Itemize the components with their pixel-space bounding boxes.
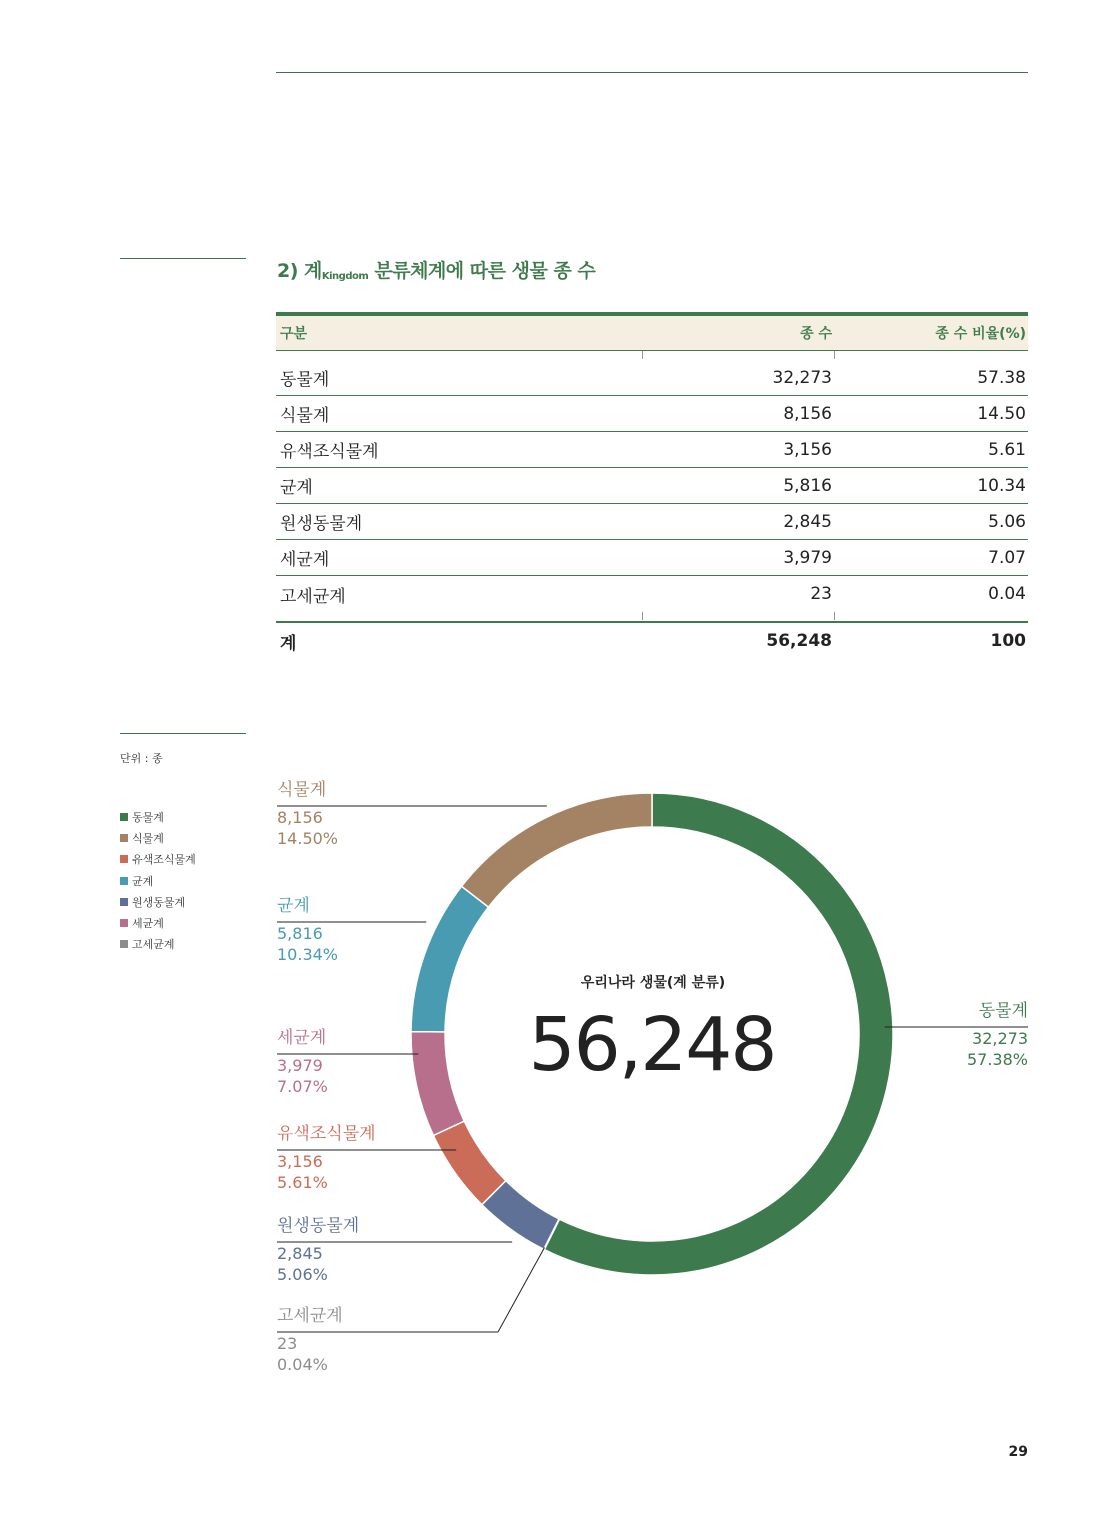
- total-label: 계: [280, 633, 297, 654]
- slice-percent: 5.06%: [277, 1265, 328, 1284]
- row-category: 원생동물계: [280, 514, 363, 534]
- slice-callout: [967, 1001, 1028, 1070]
- row-category: 유색조식물계: [280, 442, 379, 462]
- slice-value: 3,156: [277, 1152, 323, 1171]
- slice-callout: [277, 896, 338, 965]
- slice-name: 원생동물계: [277, 1216, 360, 1236]
- row-ratio: 5.06: [988, 511, 1026, 532]
- slice-percent: 10.34%: [277, 945, 339, 964]
- slice-value: 3,979: [277, 1056, 323, 1075]
- row-category: 식물계: [280, 406, 330, 426]
- slice-callout: [277, 1028, 328, 1097]
- slice-percent: 0.04%: [277, 1355, 328, 1374]
- donut-slice: [411, 1032, 464, 1136]
- row-category: 고세균계: [280, 586, 346, 607]
- row-count: 23: [810, 584, 832, 604]
- legend-label: 균계: [132, 874, 154, 888]
- slice-percent: 7.07%: [277, 1077, 328, 1096]
- row-category: 세균계: [280, 550, 330, 570]
- chart-center-total: 56,248: [528, 1002, 776, 1088]
- slice-name: 세균계: [277, 1028, 327, 1048]
- legend-label: 동물계: [132, 810, 164, 824]
- slice-name: 균계: [277, 896, 310, 916]
- row-category: 균계: [280, 478, 313, 498]
- legend-label: 고세균계: [132, 938, 175, 952]
- section-title-rest: 분류체계에 따른 생물 종 수: [368, 260, 596, 282]
- legend-label: 세균계: [132, 917, 164, 931]
- total-ratio: 100: [990, 631, 1026, 651]
- donut-slice: [411, 886, 488, 1032]
- row-ratio: 5.61: [988, 439, 1026, 460]
- slice-callout: [277, 1124, 376, 1193]
- row-ratio: 7.07: [988, 547, 1026, 568]
- row-count: 8,156: [783, 403, 832, 424]
- header-category: 구분: [280, 326, 308, 342]
- section-title-subscript: Kingdom: [321, 271, 369, 282]
- chart-center-caption: 우리나라 생물(계 분류): [580, 975, 726, 991]
- leader-line: [498, 1247, 545, 1332]
- slice-name: 고세균계: [277, 1306, 343, 1326]
- row-count: 2,845: [783, 511, 832, 532]
- legend-label: 유색조식물계: [132, 853, 196, 867]
- donut-slice: [462, 793, 652, 907]
- row-ratio: 57.38: [977, 367, 1026, 388]
- row-ratio: 14.50: [977, 403, 1026, 424]
- legend-label: 원생동물계: [132, 895, 186, 909]
- row-count: 5,816: [783, 475, 832, 496]
- slice-callout: [277, 1216, 359, 1285]
- slice-callout: [277, 780, 338, 849]
- slice-percent: 57.38%: [966, 1050, 1028, 1069]
- row-count: 32,273: [772, 367, 832, 388]
- slice-callout: [277, 1306, 343, 1375]
- slice-name: 동물계: [978, 1001, 1028, 1021]
- row-count: 3,979: [783, 547, 832, 568]
- section-title-main: 2) 계: [277, 260, 322, 282]
- slice-name: 식물계: [277, 780, 327, 800]
- row-ratio: 10.34: [977, 475, 1026, 496]
- slice-value: 23: [277, 1334, 298, 1353]
- slice-value: 32,273: [972, 1029, 1028, 1048]
- unit-label: 단위 : 종: [120, 752, 163, 765]
- slice-value: 2,845: [277, 1244, 323, 1263]
- header-count: 종 수: [800, 326, 832, 342]
- row-count: 3,156: [783, 439, 832, 460]
- header-ratio: 종 수 비율(%): [935, 326, 1026, 342]
- slice-value: 8,156: [277, 808, 323, 827]
- slice-value: 5,816: [277, 924, 323, 943]
- page-number: 29: [1008, 1444, 1028, 1460]
- legend-label: 식물계: [132, 831, 164, 845]
- slice-percent: 14.50%: [277, 829, 339, 848]
- total-count: 56,248: [766, 631, 832, 651]
- slice-name: 유색조식물계: [277, 1124, 376, 1144]
- slice-percent: 5.61%: [277, 1173, 328, 1192]
- row-ratio: 0.04: [988, 584, 1026, 604]
- row-category: 동물계: [280, 370, 330, 390]
- donut-slice: [433, 1121, 505, 1205]
